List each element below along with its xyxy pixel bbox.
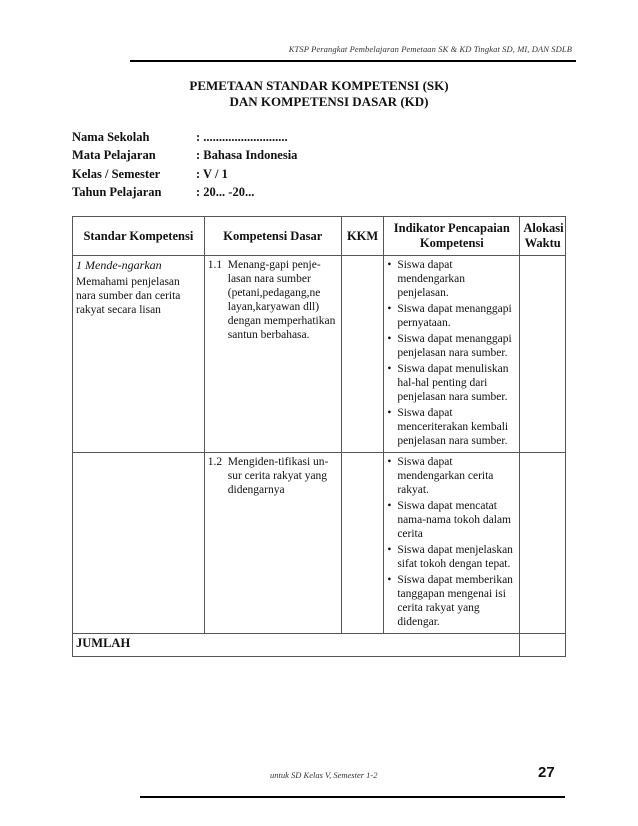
- title-line-2: DAN KOMPETENSI DASAR (KD): [229, 94, 429, 109]
- header-indikator: Indikator Pencapaian Kompetensi: [384, 217, 520, 256]
- header-kkm: KKM: [341, 217, 384, 256]
- bullet-icon: •: [387, 500, 392, 512]
- bullet-icon: •: [387, 259, 392, 271]
- list-item: [387, 499, 516, 541]
- info-label: Kelas / Semester: [72, 166, 161, 181]
- page-number: 27: [538, 764, 555, 781]
- indikator-text: Siswa dapat menceriterakan kembali penjelasan nara sumber.: [397, 407, 509, 447]
- indikator-text: Siswa dapat menanggapi pernyataan.: [397, 303, 512, 329]
- bullet-icon: •: [387, 456, 392, 468]
- header-rule: [130, 60, 576, 62]
- indikator-text: Siswa dapat menuliskan hal-hal penting dari penjelasan nara sumber.: [397, 363, 509, 403]
- bullet-icon: •: [387, 544, 392, 556]
- total-label: JUMLAH: [73, 634, 520, 657]
- total-row: [73, 634, 566, 657]
- kkm-cell: [341, 256, 384, 453]
- table-row: [73, 453, 566, 634]
- sk-description: Memahami penjelasan nara sumber dan cerita rakyat secara lisan: [76, 276, 181, 316]
- list-item: [387, 258, 516, 300]
- sk-number: 1 Mende-ngarkan: [76, 258, 162, 272]
- indikator-list: [387, 455, 516, 629]
- kd-text: Mengiden-tifikasi un-sur cerita rakyat yang didengarnya: [227, 456, 329, 496]
- info-row-subject: [72, 147, 297, 166]
- footer-rule: [140, 796, 565, 798]
- info-value: : Bahasa Indonesia: [196, 148, 298, 163]
- list-item: [387, 455, 516, 497]
- total-value: [520, 634, 566, 657]
- info-value: : ...........................: [196, 129, 288, 144]
- indikator-text: Siswa dapat mendengarkan cerita rakyat.: [397, 456, 494, 496]
- kd-item: [208, 258, 338, 342]
- list-item: [387, 302, 516, 330]
- info-label: Mata Pelajaran: [72, 148, 156, 163]
- info-block: [72, 128, 297, 202]
- table-header-row: [73, 217, 566, 256]
- list-item: [387, 332, 516, 360]
- indikator-list: [387, 258, 516, 448]
- info-label: Nama Sekolah: [72, 129, 150, 144]
- kkm-cell: [341, 453, 384, 634]
- info-value: : 20... -20...: [196, 185, 255, 200]
- kd-cell: [204, 256, 341, 453]
- sk-cell: [73, 453, 205, 634]
- indikator-cell: [384, 453, 520, 634]
- info-row-class: [72, 165, 297, 184]
- title-line-1: PEMETAAN STANDAR KOMPETENSI (SK): [189, 78, 449, 93]
- indikator-text: Siswa dapat mendengarkan penjelasan.: [397, 259, 466, 299]
- bullet-icon: •: [387, 303, 392, 315]
- bullet-icon: •: [387, 333, 392, 345]
- indikator-text: Siswa dapat mencatat nama-nama tokoh dalam cerita: [397, 500, 511, 540]
- bullet-icon: •: [387, 363, 392, 375]
- info-value: : V / 1: [196, 166, 228, 181]
- document-title: [0, 78, 638, 110]
- kd-text: Menang-gapi penje-lasan nara sumber (petani,pedagang,ne layan,karyawan dll) dengan memperhatikan santun berbahasa.: [227, 259, 336, 341]
- bullet-icon: •: [387, 574, 392, 586]
- kd-number: 1.2: [207, 456, 223, 468]
- indikator-text: Siswa dapat memberikan tanggapan mengenai isi cerita rakyat yang didengar.: [397, 574, 513, 628]
- kd-number: 1.1: [207, 259, 223, 271]
- kd-cell: [204, 453, 341, 634]
- bullet-icon: •: [387, 407, 392, 419]
- sk-cell: [73, 256, 205, 453]
- list-item: [387, 362, 516, 404]
- info-label: Tahun Pelajaran: [72, 185, 162, 200]
- indikator-text: Siswa dapat menanggapi penjelasan nara sumber.: [397, 333, 512, 359]
- footer-note: untuk SD Kelas V, Semester 1-2: [270, 770, 378, 780]
- alokasi-cell: [520, 453, 566, 634]
- table-row: [73, 256, 566, 453]
- info-row-school: [72, 128, 297, 147]
- list-item: [387, 573, 516, 629]
- info-row-year: [72, 184, 297, 203]
- alokasi-cell: [520, 256, 566, 453]
- header-note: KTSP Perangkat Pembelajaran Pemetaan SK & KD Tingkat SD, MI, DAN SDLB: [288, 44, 572, 54]
- indikator-cell: [384, 256, 520, 453]
- kd-item: [208, 455, 338, 497]
- mapping-table: [72, 216, 566, 657]
- header-standar-kompetensi: Standar Kompetensi: [73, 217, 205, 256]
- indikator-text: Siswa dapat menjelaskan sifat tokoh dengan tepat.: [397, 544, 513, 570]
- header-alokasi-waktu: Alokasi Waktu: [520, 217, 566, 256]
- list-item: [387, 543, 516, 571]
- header-kompetensi-dasar: Kompetensi Dasar: [204, 217, 341, 256]
- list-item: [387, 406, 516, 448]
